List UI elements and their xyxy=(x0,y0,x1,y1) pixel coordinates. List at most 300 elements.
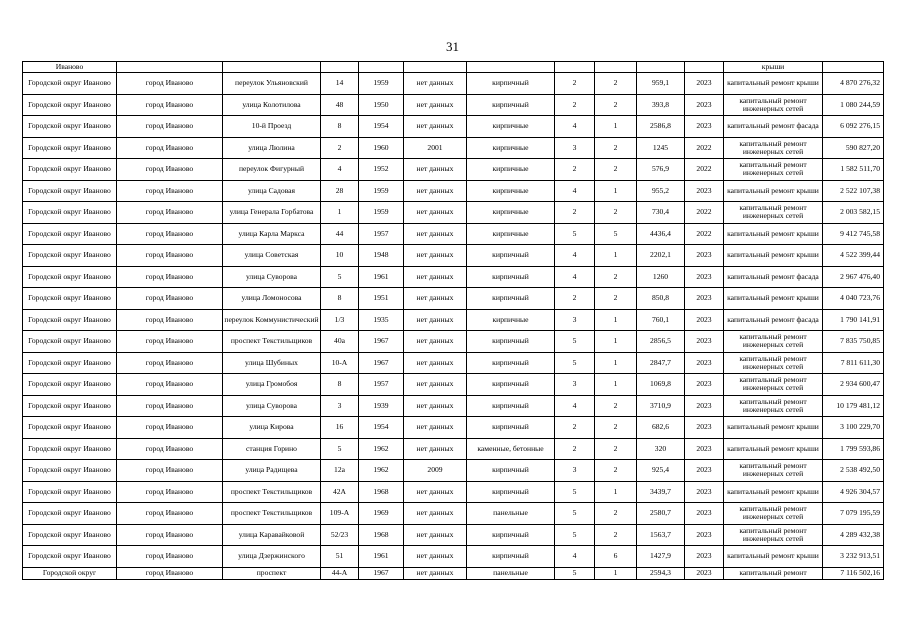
cell-repair-year: 2023 xyxy=(685,331,724,353)
cell-floors: 2 xyxy=(555,73,595,95)
cell-settlement: город Иваново xyxy=(117,266,223,288)
cell-cost: 4 289 432,38 xyxy=(823,524,884,546)
cell-work-type: капитальный ремонт фасада xyxy=(724,116,823,138)
cell-cost: 2 934 600,47 xyxy=(823,374,884,396)
cell-settlement: город Иваново xyxy=(117,73,223,95)
cell-area: 2594,3 xyxy=(637,567,685,579)
cell-area: 2856,5 xyxy=(637,331,685,353)
cell-entrances: 1 xyxy=(595,374,637,396)
cell-year-reconstruction: нет данных xyxy=(404,94,467,116)
cell-settlement: город Иваново xyxy=(117,180,223,202)
cell-cost: 7 116 502,16 xyxy=(823,567,884,579)
cell-settlement: город Иваново xyxy=(117,481,223,503)
cell-floors: 5 xyxy=(555,503,595,525)
cell-work-type: капитальный ремонт инженерных сетей xyxy=(724,159,823,181)
cell-house-number: 28 xyxy=(321,180,359,202)
cell-year-built: 1957 xyxy=(359,374,404,396)
cell-wall-material: кирпичный xyxy=(467,395,555,417)
cell-wall-material: панельные xyxy=(467,503,555,525)
cell-floors: 3 xyxy=(555,137,595,159)
cell-house-number: 10-А xyxy=(321,352,359,374)
cell-house-number: 5 xyxy=(321,438,359,460)
cell-house-number: 8 xyxy=(321,116,359,138)
cell-municipality: Городской округ Иваново xyxy=(23,137,117,159)
table-row-continued xyxy=(23,62,884,73)
cell-year-reconstruction: 2001 xyxy=(404,137,467,159)
cell-settlement: город Иваново xyxy=(117,245,223,267)
cell-area: 1563,7 xyxy=(637,524,685,546)
cell-entrances: 2 xyxy=(595,460,637,482)
cell-year-reconstruction: нет данных xyxy=(404,180,467,202)
cell-municipality: Городской округ Иваново xyxy=(23,481,117,503)
cell-repair-year: 2023 xyxy=(685,417,724,439)
cell-settlement: город Иваново xyxy=(117,137,223,159)
cell-municipality: Городской округ Иваново xyxy=(23,223,117,245)
cell-repair-year: 2023 xyxy=(685,503,724,525)
table-row xyxy=(23,352,884,374)
cell-wall-material: кирпичный xyxy=(467,460,555,482)
cell-work-type: капитальный ремонт крыши xyxy=(724,438,823,460)
cell-municipality: Городской округ Иваново xyxy=(23,417,117,439)
cell-house-number: 44 xyxy=(321,223,359,245)
cell-area: 3710,9 xyxy=(637,395,685,417)
cell-year-reconstruction: нет данных xyxy=(404,309,467,331)
cell-entrances: 5 xyxy=(595,223,637,245)
cell-street: улица Советская xyxy=(223,245,321,267)
cell-area: 730,4 xyxy=(637,202,685,224)
cell-municipality: Городской округ Иваново xyxy=(23,94,117,116)
cell-wall-material: кирпичный xyxy=(467,94,555,116)
cell-year-built: 1959 xyxy=(359,73,404,95)
cell-year-reconstruction: нет данных xyxy=(404,202,467,224)
cell-house-number: 8 xyxy=(321,374,359,396)
cell-work-type: капитальный ремонт крыши xyxy=(724,180,823,202)
cell-wall-material: кирпичный xyxy=(467,288,555,310)
table-row xyxy=(23,202,884,224)
cell-cost: 590 827,20 xyxy=(823,137,884,159)
cell-municipality: Городской округ Иваново xyxy=(23,503,117,525)
cell-work-type: капитальный ремонт инженерных сетей xyxy=(724,94,823,116)
cell-house-number: 5 xyxy=(321,266,359,288)
cell-year-reconstruction: нет данных xyxy=(404,438,467,460)
cell-year-built: 1968 xyxy=(359,524,404,546)
cell-cost: 7 079 195,59 xyxy=(823,503,884,525)
cell-floors: 2 xyxy=(555,202,595,224)
cell-municipality: Городской округ Иваново xyxy=(23,395,117,417)
cell-municipality: Городской округ Иваново xyxy=(23,73,117,95)
cell-house-number: 109-А xyxy=(321,503,359,525)
cell-entrances: 2 xyxy=(595,266,637,288)
cell-floors: 4 xyxy=(555,395,595,417)
cell-wall-material: кирпичный xyxy=(467,245,555,267)
cell-floors: 5 xyxy=(555,331,595,353)
cell-entrances: 1 xyxy=(595,481,637,503)
cell-cost: 10 179 481,12 xyxy=(823,395,884,417)
cell-house-number: 4 xyxy=(321,159,359,181)
table-row xyxy=(23,395,884,417)
cell-house-number: 3 xyxy=(321,395,359,417)
cell-wall-material: кирпичные xyxy=(467,223,555,245)
cell-cost: 9 412 745,58 xyxy=(823,223,884,245)
table-row xyxy=(23,180,884,202)
cell-cost: 7 811 611,30 xyxy=(823,352,884,374)
cell-house-number: 2 xyxy=(321,137,359,159)
cell-municipality: Городской округ Иваново xyxy=(23,374,117,396)
cell-house-number: 52/23 xyxy=(321,524,359,546)
cell-work-type: капитальный ремонт крыши xyxy=(724,417,823,439)
cell-year-built: 1967 xyxy=(359,352,404,374)
cell-year-built: 1962 xyxy=(359,460,404,482)
cell-area: 1260 xyxy=(637,266,685,288)
cell-wall-material: кирпичные xyxy=(467,116,555,138)
cell-repair-year: 2023 xyxy=(685,438,724,460)
cell-year-reconstruction: нет данных xyxy=(404,245,467,267)
cell-house-number: 44-А xyxy=(321,567,359,579)
cell-cost: 4 522 399,44 xyxy=(823,245,884,267)
cell-street: улица Ломоносова xyxy=(223,288,321,310)
cell-floors: 2 xyxy=(555,438,595,460)
cell-floors: 3 xyxy=(555,460,595,482)
cell-entrances: 1 xyxy=(595,116,637,138)
table-row xyxy=(23,438,884,460)
cell-street: улица Радищева xyxy=(223,460,321,482)
cell-settlement: город Иваново xyxy=(117,460,223,482)
cell-year-built: 1948 xyxy=(359,245,404,267)
cell-area: 320 xyxy=(637,438,685,460)
table-row xyxy=(23,288,884,310)
table-row xyxy=(23,546,884,568)
cell-year-reconstruction: нет данных xyxy=(404,266,467,288)
cell-cost: 3 100 229,70 xyxy=(823,417,884,439)
cell-year-built: 1961 xyxy=(359,546,404,568)
cell-area: 1069,8 xyxy=(637,374,685,396)
table-body xyxy=(23,62,884,580)
cell-repair-year: 2023 xyxy=(685,481,724,503)
cell-wall-material: кирпичный xyxy=(467,524,555,546)
cell-settlement: город Иваново xyxy=(117,352,223,374)
cell-wall-material: кирпичный xyxy=(467,546,555,568)
cell-work-type: капитальный ремонт инженерных сетей xyxy=(724,395,823,417)
cell-settlement: город Иваново xyxy=(117,116,223,138)
cell-wall-material: кирпичные xyxy=(467,202,555,224)
cell-year-built: 1935 xyxy=(359,309,404,331)
cell-entrances: 2 xyxy=(595,417,637,439)
cell-entrances: 1 xyxy=(595,331,637,353)
cell-work-type: капитальный ремонт крыши xyxy=(724,288,823,310)
cell-settlement: город Иваново xyxy=(117,567,223,579)
cell-wall-material: каменные, бетонные xyxy=(467,438,555,460)
cell-floors: 5 xyxy=(555,524,595,546)
cell-street: проспект Текстильщиков xyxy=(223,331,321,353)
cell-floors: 2 xyxy=(555,94,595,116)
cell-municipality: Городской округ Иваново xyxy=(23,116,117,138)
cell-year-reconstruction: нет данных xyxy=(404,395,467,417)
cell-house-number: 16 xyxy=(321,417,359,439)
cell-repair-year: 2023 xyxy=(685,245,724,267)
cell-wall-material: кирпичный xyxy=(467,481,555,503)
cell-settlement: город Иваново xyxy=(117,395,223,417)
cell-street: переулок Коммунистический xyxy=(223,309,321,331)
cell-cost: 2 538 492,50 xyxy=(823,460,884,482)
cell-entrances: 1 xyxy=(595,352,637,374)
cell-year-reconstruction: нет данных xyxy=(404,331,467,353)
cell-settlement: город Иваново xyxy=(117,309,223,331)
cell-floors: 5 xyxy=(555,223,595,245)
cell-entrances: 2 xyxy=(595,438,637,460)
cell-year-reconstruction: нет данных xyxy=(404,567,467,579)
cell-municipality: Городской округ Иваново xyxy=(23,266,117,288)
cell-entrances: 2 xyxy=(595,524,637,546)
cell-settlement: город Иваново xyxy=(117,159,223,181)
cell-floors: 4 xyxy=(555,266,595,288)
cell-house-number: 12а xyxy=(321,460,359,482)
cell-work-type: капитальный ремонт фасада xyxy=(724,309,823,331)
cell-year-built: 1954 xyxy=(359,116,404,138)
cell-street: проспект Текстильщиков xyxy=(223,481,321,503)
cell-work-type: капитальный ремонт фасада xyxy=(724,266,823,288)
cell-repair-year: 2023 xyxy=(685,546,724,568)
cell-area: 760,1 xyxy=(637,309,685,331)
cell-house-number: 1 xyxy=(321,202,359,224)
table-row xyxy=(23,266,884,288)
cell-entrances: 2 xyxy=(595,288,637,310)
cell-repair-year: 2023 xyxy=(685,73,724,95)
cell-street: переулок Ульяновский xyxy=(223,73,321,95)
cell-repair-year: 2022 xyxy=(685,137,724,159)
cell-year-reconstruction: нет данных xyxy=(404,546,467,568)
cell-year-built: 1950 xyxy=(359,94,404,116)
cell-repair-year: 2022 xyxy=(685,202,724,224)
table-row xyxy=(23,503,884,525)
cell-wall-material: кирпичные xyxy=(467,309,555,331)
cell-municipality: Иваново xyxy=(23,62,117,73)
cell-year-reconstruction: нет данных xyxy=(404,524,467,546)
cell-year-reconstruction: нет данных xyxy=(404,159,467,181)
cell-entrances: 2 xyxy=(595,137,637,159)
cell-street: станция Горино xyxy=(223,438,321,460)
cell-work-type: капитальный ремонт крыши xyxy=(724,245,823,267)
cell-year-reconstruction: нет данных xyxy=(404,73,467,95)
cell-year-built: 1961 xyxy=(359,266,404,288)
cell-year-built: 1959 xyxy=(359,180,404,202)
cell-settlement: город Иваново xyxy=(117,524,223,546)
table-row xyxy=(23,460,884,482)
table-row xyxy=(23,94,884,116)
cell-wall-material: кирпичный xyxy=(467,266,555,288)
cell-repair-year: 2023 xyxy=(685,460,724,482)
cell-municipality: Городской округ Иваново xyxy=(23,159,117,181)
cell-year-built: 1962 xyxy=(359,438,404,460)
cell-work-type: капитальный ремонт крыши xyxy=(724,546,823,568)
cell-repair-year: 2023 xyxy=(685,266,724,288)
cell-area: 393,8 xyxy=(637,94,685,116)
cell-year-reconstruction: нет данных xyxy=(404,417,467,439)
cell-year-built: 1967 xyxy=(359,567,404,579)
cell-street: улица Суворова xyxy=(223,395,321,417)
cell-wall-material: кирпичные xyxy=(467,137,555,159)
cell-year-reconstruction: нет данных xyxy=(404,503,467,525)
cell-street: улица Колотилова xyxy=(223,94,321,116)
cell-year-reconstruction: нет данных xyxy=(404,223,467,245)
cell-work-type: капитальный ремонт инженерных сетей xyxy=(724,524,823,546)
cell-municipality: Городской округ Иваново xyxy=(23,352,117,374)
cell-street: улица Суворова xyxy=(223,266,321,288)
cell-repair-year: 2023 xyxy=(685,395,724,417)
cell-municipality: Городской округ Иваново xyxy=(23,460,117,482)
table-row xyxy=(23,116,884,138)
cell-year-reconstruction: нет данных xyxy=(404,288,467,310)
cell-floors: 4 xyxy=(555,546,595,568)
cell-area: 682,6 xyxy=(637,417,685,439)
cell-cost: 2 967 476,40 xyxy=(823,266,884,288)
cell-settlement: город Иваново xyxy=(117,417,223,439)
cell-cost: 2 522 107,38 xyxy=(823,180,884,202)
cell-cost: 1 080 244,59 xyxy=(823,94,884,116)
cell-settlement: город Иваново xyxy=(117,374,223,396)
cell-settlement: город Иваново xyxy=(117,202,223,224)
table-row xyxy=(23,245,884,267)
cell-repair-year: 2023 xyxy=(685,374,724,396)
cell-area: 2202,1 xyxy=(637,245,685,267)
cell-cost: 4 040 723,76 xyxy=(823,288,884,310)
cell-cost: 4 926 304,57 xyxy=(823,481,884,503)
cell-year-built: 1954 xyxy=(359,417,404,439)
table-row xyxy=(23,137,884,159)
cell-repair-year: 2022 xyxy=(685,223,724,245)
cell-entrances: 2 xyxy=(595,395,637,417)
cell-repair-year: 2023 xyxy=(685,94,724,116)
cell-floors: 2 xyxy=(555,417,595,439)
cell-cost: 7 835 750,85 xyxy=(823,331,884,353)
cell-street: улица Дзержинского xyxy=(223,546,321,568)
table-row xyxy=(23,331,884,353)
table-row xyxy=(23,417,884,439)
cell-municipality: Городской округ Иваново xyxy=(23,331,117,353)
cell-municipality: Городской округ Иваново xyxy=(23,245,117,267)
cell-municipality: Городской округ Иваново xyxy=(23,180,117,202)
cell-entrances: 2 xyxy=(595,94,637,116)
cell-work-type: капитальный ремонт инженерных сетей xyxy=(724,202,823,224)
cell-street: улица Генерала Горбатова xyxy=(223,202,321,224)
cell-floors: 4 xyxy=(555,245,595,267)
cell-house-number: 1/3 xyxy=(321,309,359,331)
cell-floors: 2 xyxy=(555,288,595,310)
cell-floors: 4 xyxy=(555,180,595,202)
cell-municipality: Городской округ Иваново xyxy=(23,288,117,310)
cell-area: 2580,7 xyxy=(637,503,685,525)
cell-street: улица Каравайковой xyxy=(223,524,321,546)
cell-area: 1245 xyxy=(637,137,685,159)
cell-house-number: 10 xyxy=(321,245,359,267)
cell-municipality: Городской округ Иваново xyxy=(23,309,117,331)
cell-work-type: капитальный ремонт инженерных сетей xyxy=(724,374,823,396)
cell-cost: 4 870 276,32 xyxy=(823,73,884,95)
cell-year-built: 1968 xyxy=(359,481,404,503)
cell-year-reconstruction: нет данных xyxy=(404,374,467,396)
table-row xyxy=(23,374,884,396)
cell-wall-material: кирпичный xyxy=(467,374,555,396)
cell-municipality: Городской округ Иваново xyxy=(23,438,117,460)
cell-wall-material: кирпичные xyxy=(467,159,555,181)
cell-repair-year: 2022 xyxy=(685,159,724,181)
cell-wall-material: кирпичные xyxy=(467,180,555,202)
cell-area: 4436,4 xyxy=(637,223,685,245)
cell-work-type: крыши xyxy=(724,62,823,73)
cell-area: 959,1 xyxy=(637,73,685,95)
housing-repair-table xyxy=(22,61,884,580)
cell-entrances: 2 xyxy=(595,503,637,525)
cell-area: 3439,7 xyxy=(637,481,685,503)
cell-year-reconstruction: 2009 xyxy=(404,460,467,482)
cell-cost: 3 232 913,51 xyxy=(823,546,884,568)
cell-work-type: капитальный ремонт инженерных сетей xyxy=(724,460,823,482)
cell-year-built: 1960 xyxy=(359,137,404,159)
cell-street: улица Люлина xyxy=(223,137,321,159)
cell-cost: 1 582 511,70 xyxy=(823,159,884,181)
cell-street: улица Карла Маркса xyxy=(223,223,321,245)
cell-street: улица Кирова xyxy=(223,417,321,439)
cell-house-number: 14 xyxy=(321,73,359,95)
table-row xyxy=(23,567,884,579)
cell-year-reconstruction: нет данных xyxy=(404,116,467,138)
cell-entrances: 6 xyxy=(595,546,637,568)
cell-municipality: Городской округ Иваново xyxy=(23,546,117,568)
cell-work-type: капитальный ремонт инженерных сетей xyxy=(724,352,823,374)
cell-street: улица Шубиных xyxy=(223,352,321,374)
cell-year-reconstruction: нет данных xyxy=(404,352,467,374)
cell-floors: 5 xyxy=(555,352,595,374)
cell-work-type: капитальный ремонт xyxy=(724,567,823,579)
cell-entrances: 2 xyxy=(595,73,637,95)
cell-entrances: 1 xyxy=(595,245,637,267)
cell-wall-material: кирпичный xyxy=(467,417,555,439)
cell-floors: 5 xyxy=(555,567,595,579)
cell-floors: 3 xyxy=(555,309,595,331)
cell-year-built: 1959 xyxy=(359,202,404,224)
cell-work-type: капитальный ремонт крыши xyxy=(724,481,823,503)
cell-street: проспект Текстильщиков xyxy=(223,503,321,525)
cell-municipality: Городской округ Иваново xyxy=(23,524,117,546)
table-row xyxy=(23,309,884,331)
cell-repair-year: 2023 xyxy=(685,524,724,546)
cell-floors: 2 xyxy=(555,159,595,181)
cell-settlement: город Иваново xyxy=(117,94,223,116)
cell-entrances: 2 xyxy=(595,202,637,224)
cell-work-type: капитальный ремонт инженерных сетей xyxy=(724,331,823,353)
cell-settlement: город Иваново xyxy=(117,288,223,310)
table-row xyxy=(23,159,884,181)
cell-street: проспект xyxy=(223,567,321,579)
cell-area: 576,9 xyxy=(637,159,685,181)
cell-entrances: 1 xyxy=(595,180,637,202)
table-row xyxy=(23,524,884,546)
cell-settlement: город Иваново xyxy=(117,331,223,353)
cell-entrances: 1 xyxy=(595,567,637,579)
cell-year-built: 1957 xyxy=(359,223,404,245)
cell-municipality: Городской округ xyxy=(23,567,117,579)
cell-entrances: 1 xyxy=(595,309,637,331)
cell-wall-material: панельные xyxy=(467,567,555,579)
cell-wall-material: кирпичный xyxy=(467,331,555,353)
cell-floors: 5 xyxy=(555,481,595,503)
cell-settlement: город Иваново xyxy=(117,546,223,568)
cell-year-built: 1939 xyxy=(359,395,404,417)
cell-floors: 3 xyxy=(555,374,595,396)
cell-area: 2847,7 xyxy=(637,352,685,374)
cell-repair-year: 2023 xyxy=(685,116,724,138)
cell-cost: 1 799 593,86 xyxy=(823,438,884,460)
cell-work-type: капитальный ремонт инженерных сетей xyxy=(724,503,823,525)
